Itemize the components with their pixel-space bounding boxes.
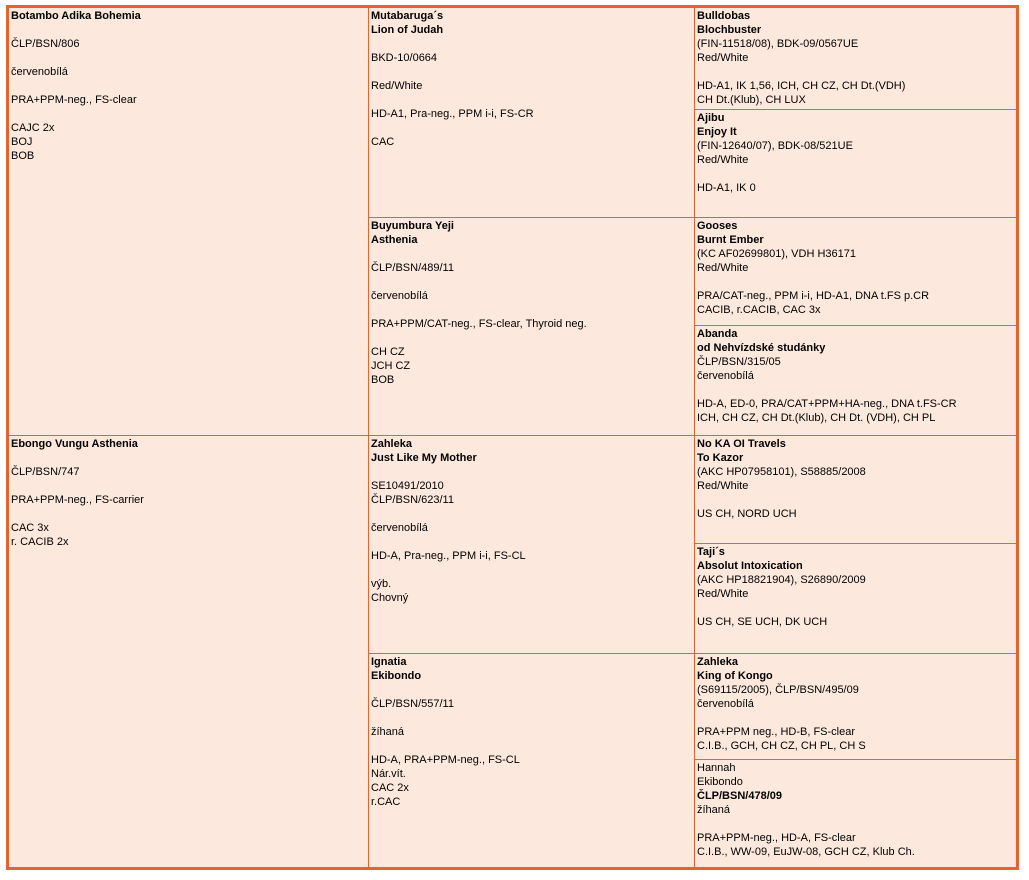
blank-line — [11, 479, 366, 493]
cell-text-line: Buyumbura Yeji — [371, 220, 454, 232]
cell-text-line: Chovný — [371, 592, 409, 604]
cell-text-line: Bulldobas — [697, 10, 751, 22]
cell-text-line: Red/White — [697, 52, 749, 64]
cell-text-line: CH Dt.(Klub), CH LUX — [697, 94, 806, 106]
cell-text-line: Ekibondo — [371, 670, 422, 682]
maternal-grandsire-cell — [369, 436, 694, 653]
cell-text-line: Lion of Judah — [371, 24, 444, 36]
cell-text-line: PRA+PPM neg., HD-B, FS-clear — [697, 726, 856, 738]
cell-text-line: ČLP/BSN/557/11 — [371, 698, 454, 710]
cell-text-line: CH CZ — [371, 346, 405, 358]
paternal-granddam-cell — [369, 218, 694, 435]
sire-cell — [9, 8, 368, 435]
cell-text-line: Mutabaruga´s — [371, 10, 444, 22]
cell-text-line: červenobílá — [371, 290, 428, 302]
blank-line — [697, 817, 1014, 831]
blank-line — [11, 451, 366, 465]
cell-text-line: Just Like My Mother — [371, 452, 477, 464]
blank-line — [371, 739, 692, 753]
blank-line — [371, 37, 692, 51]
cell-text-line: Ebongo Vungu Asthenia — [11, 438, 138, 450]
cell-text-line: ČLP/BSN/623/11 — [371, 494, 454, 506]
blank-line — [371, 303, 692, 317]
blank-line — [371, 507, 692, 521]
cell-text-line: King of Kongo — [697, 670, 773, 682]
cell-text-line: PRA+PPM-neg., FS-clear — [11, 94, 137, 106]
cell-text-line: žíhaná — [371, 726, 405, 738]
cell-text-line: r.CAC — [371, 796, 401, 808]
cell-text-line: (KC AF02699801), VDH H36171 — [697, 248, 856, 260]
cell-text-line: C.I.B., GCH, CH CZ, CH PL, CH S — [697, 740, 866, 752]
cell-text-line: r. CACIB 2x — [11, 536, 69, 548]
pedigree-table — [6, 5, 1019, 870]
cell-text-line: Blochbuster — [697, 24, 762, 36]
cell-text-line: HD-A, PRA+PPM-neg., FS-CL — [371, 754, 520, 766]
cell-text-line: Burnt Ember — [697, 234, 764, 246]
cell-text-line: CAC 2x — [371, 782, 409, 794]
blank-line — [371, 563, 692, 577]
cell-text-line: ČLP/BSN/806 — [11, 38, 80, 50]
great-grandparent-cell — [695, 110, 1016, 217]
cell-text-line: Red/White — [697, 588, 749, 600]
blank-line — [371, 465, 692, 479]
cell-text-line: Ajibu — [697, 112, 725, 124]
cell-text-line: Zahleka — [697, 656, 738, 668]
cell-text-line: Nár.vít. — [371, 768, 406, 780]
great-grandparent-cell — [695, 654, 1016, 759]
cell-text-line: od Nehvízdské studánky — [697, 342, 826, 354]
cell-text-line: (AKC HP18821904), S26890/2009 — [697, 574, 866, 586]
cell-text-line: ČLP/BSN/315/05 — [697, 356, 781, 368]
cell-text-line: červenobílá — [697, 370, 754, 382]
cell-text-line: BOB — [371, 374, 395, 386]
blank-line — [371, 93, 692, 107]
cell-text-line: ICH, CH CZ, CH Dt.(Klub), CH Dt. (VDH), CH PL — [697, 412, 936, 424]
cell-text-line: CACIB, r.CACIB, CAC 3x — [697, 304, 821, 316]
cell-text-line: Red/White — [697, 262, 749, 274]
cell-text-line: HD-A, ED-0, PRA/CAT+PPM+HA-neg., DNA t.FS-CR — [697, 398, 957, 410]
cell-text-line: BKD-10/0664 — [371, 52, 438, 64]
blank-line — [11, 79, 366, 93]
blank-line — [371, 711, 692, 725]
maternal-granddam-cell — [369, 654, 694, 867]
cell-text-line: US CH, SE UCH, DK UCH — [697, 616, 828, 628]
great-grandparent-cell — [695, 436, 1016, 543]
cell-text-line: Taji´s — [697, 546, 725, 558]
cell-text-line: CAJC 2x — [11, 122, 55, 134]
cell-text-line: Absolut Intoxication — [697, 560, 803, 572]
cell-text-line: Ignatia — [371, 656, 407, 668]
great-grandparent-cell — [695, 326, 1016, 435]
cell-text-line: Red/White — [697, 154, 749, 166]
blank-line — [371, 121, 692, 135]
cell-text-line: Asthenia — [371, 234, 418, 246]
cell-text-line: HD-A1, IK 0 — [697, 182, 756, 194]
cell-text-line: SE10491/2010 — [371, 480, 444, 492]
cell-text-line: HD-A, Pra-neg., PPM i-i, FS-CL — [371, 550, 526, 562]
blank-line — [697, 65, 1014, 79]
cell-text-line: Botambo Adika Bohemia — [11, 10, 141, 22]
cell-text-line: Zahleka — [371, 438, 412, 450]
blank-line — [11, 51, 366, 65]
blank-line — [697, 493, 1014, 507]
cell-text-line: Red/White — [371, 80, 423, 92]
cell-text-line: (AKC HP07958101), S58885/2008 — [697, 466, 866, 478]
blank-line — [11, 507, 366, 521]
blank-line — [11, 23, 366, 37]
cell-text-line: Enjoy It — [697, 126, 737, 138]
cell-text-line: Abanda — [697, 328, 738, 340]
blank-line — [371, 65, 692, 79]
great-grandparent-cell — [695, 8, 1016, 109]
cell-text-line: červenobílá — [697, 698, 754, 710]
cell-text-line: Red/White — [697, 480, 749, 492]
blank-line — [371, 275, 692, 289]
great-grandparent-cell — [695, 544, 1016, 653]
blank-line — [11, 107, 366, 121]
cell-text-line: výb. — [371, 578, 392, 590]
cell-text-line: PRA/CAT-neg., PPM i-i, HD-A1, DNA t.FS p.CR — [697, 290, 930, 302]
cell-text-line: žíhaná — [697, 804, 731, 816]
blank-line — [697, 383, 1014, 397]
cell-text-line: červenobílá — [11, 66, 68, 78]
paternal-grandsire-cell — [369, 8, 694, 217]
cell-text-line: HD-A1, Pra-neg., PPM i-i, FS-CR — [371, 108, 534, 120]
cell-text-line: C.I.B., WW-09, EuJW-08, GCH CZ, Klub Ch. — [697, 846, 915, 858]
dam-cell — [9, 436, 368, 867]
cell-text-line: CAC — [371, 136, 395, 148]
blank-line — [697, 601, 1014, 615]
blank-line — [697, 167, 1014, 181]
cell-text-line: ČLP/BSN/747 — [11, 466, 80, 478]
cell-text-line: Ekibondo — [697, 776, 743, 788]
cell-text-line: BOJ — [11, 136, 33, 148]
cell-text-line: červenobílá — [371, 522, 428, 534]
cell-text-line: (FIN-12640/07), BDK-08/521UE — [697, 140, 853, 152]
blank-line — [371, 247, 692, 261]
great-grandparent-cell — [695, 760, 1016, 867]
cell-text-line: No KA OI Travels — [697, 438, 786, 450]
cell-text-line: US CH, NORD UCH — [697, 508, 797, 520]
cell-text-line: PRA+PPM-neg., HD-A, FS-clear — [697, 832, 856, 844]
cell-text-line: Hannah — [697, 762, 736, 774]
blank-line — [697, 275, 1014, 289]
cell-text-line: Gooses — [697, 220, 738, 232]
blank-line — [371, 683, 692, 697]
cell-text-line: CAC 3x — [11, 522, 49, 534]
cell-text-line: To Kazor — [697, 452, 744, 464]
great-grandparent-cell — [695, 218, 1016, 325]
cell-text-line: ČLP/BSN/478/09 — [697, 790, 782, 802]
cell-text-line: BOB — [11, 150, 35, 162]
blank-line — [697, 711, 1014, 725]
cell-text-line: HD-A1, IK 1,56, ICH, CH CZ, CH Dt.(VDH) — [697, 80, 906, 92]
cell-text-line: PRA+PPM-neg., FS-carrier — [11, 494, 144, 506]
cell-text-line: PRA+PPM/CAT-neg., FS-clear, Thyroid neg. — [371, 318, 587, 330]
cell-text-line: ČLP/BSN/489/11 — [371, 262, 454, 274]
blank-line — [371, 331, 692, 345]
blank-line — [371, 535, 692, 549]
cell-text-line: (FIN-11518/08), BDK-09/0567UE — [697, 38, 859, 50]
cell-text-line: (S69115/2005), ČLP/BSN/495/09 — [697, 684, 859, 696]
cell-text-line: JCH CZ — [371, 360, 411, 372]
